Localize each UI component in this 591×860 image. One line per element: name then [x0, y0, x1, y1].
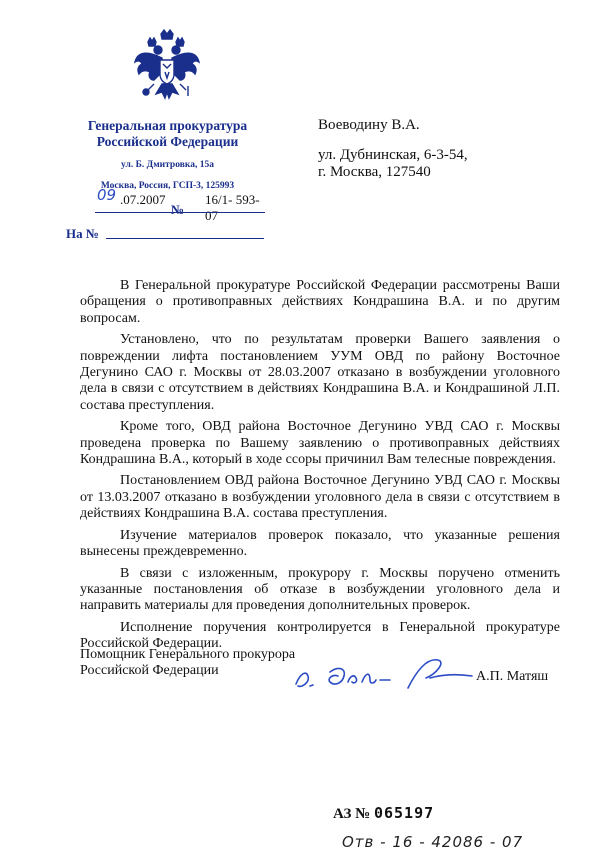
reference-underline — [106, 238, 264, 239]
body-paragraph: Постановлением ОВД района Восточное Дегунино УВД САО г. Москвы от 13.03.2007 отказано в возбуждении уголовного дела в связи с отсутствием в действиях Кондрашина В.А. состава преступления. — [80, 473, 560, 522]
date-handwritten: 09 — [97, 186, 117, 204]
body-paragraph: В Генеральной прокуратуре Российской Федерации рассмотрены Ваши обращения о противоправных действиях Кондрашина В.А. и по другим вопросам. — [80, 278, 560, 326]
signer-name: А.П. Матяш — [476, 669, 549, 684]
signer-title — [80, 647, 295, 679]
body-paragraph: В связи с изложенным, прокурору г. Москвы поручено отменить указанные постановления об отказе в возбуждении уголовного дела и направить материалы для проведения дополнительных проверок. — [80, 565, 560, 614]
registration-underline — [95, 212, 265, 213]
coat-of-arms-emblem-icon — [132, 28, 202, 108]
recipient-city: г. Москва, 127540 — [318, 164, 431, 180]
letter-body — [80, 278, 560, 658]
handwritten-signature-icon — [290, 648, 490, 698]
serial-label: АЗ № — [333, 806, 371, 822]
org-address-line1: ул. Б. Дмитровка, 15а — [121, 160, 214, 170]
body-paragraph: Исполнение поручения контролируется в Генеральной прокуратуре Российской Федерации. — [80, 619, 560, 652]
org-address-line2: Москва, Россия, ГСП-3, 125993 — [100, 181, 235, 191]
org-name-line1: Генеральная прокуратура — [87, 118, 248, 133]
org-name-line2: Российской Федерации — [96, 134, 239, 149]
signer-title-line2: Российской Федерации — [80, 663, 219, 678]
number-label: № — [171, 202, 185, 217]
recipient-name: Воеводину В.А. — [318, 117, 420, 133]
serial-number: 065197 — [373, 804, 435, 822]
outgoing-number-handwritten: Отв - 16 - 42086 - 07 — [342, 833, 524, 851]
recipient-street: ул. Дубнинская, 6-3-54, — [318, 147, 468, 163]
letterhead-organization — [70, 118, 265, 192]
recipient-block — [318, 117, 468, 181]
reference-line — [66, 226, 266, 240]
document-number: 16/1- 593-07 — [205, 192, 260, 223]
reference-label: На № — [66, 226, 99, 241]
form-serial — [333, 804, 434, 823]
body-paragraph: Установлено, что по результатам проверки Вашего заявления о повреждении лифта постановлением УУМ ОВД по району Восточное Дегунино САО г. Москвы от 28.03.2007 отказано в возбуждении уголовного дела в связи с отсутствием в действиях Кондрашина В.А. и Кондрашиной Л.П. состава преступления. — [80, 332, 560, 413]
signer-title-line1: Помощник Генерального прокурора — [80, 647, 296, 662]
body-paragraph: Кроме того, ОВД района Восточное Дегунино УВД САО г. Москвы проведена проверка по Вашему заявлению о противоправных действиях Кондрашина В.А., который в ходе ссоры причинил Вам телесные повреждения. — [80, 419, 560, 468]
date-printed: .07.2007 — [120, 192, 166, 207]
body-paragraph: Изучение материалов проверок показало, что указанные решения вынесены преждевременно. — [80, 527, 560, 560]
